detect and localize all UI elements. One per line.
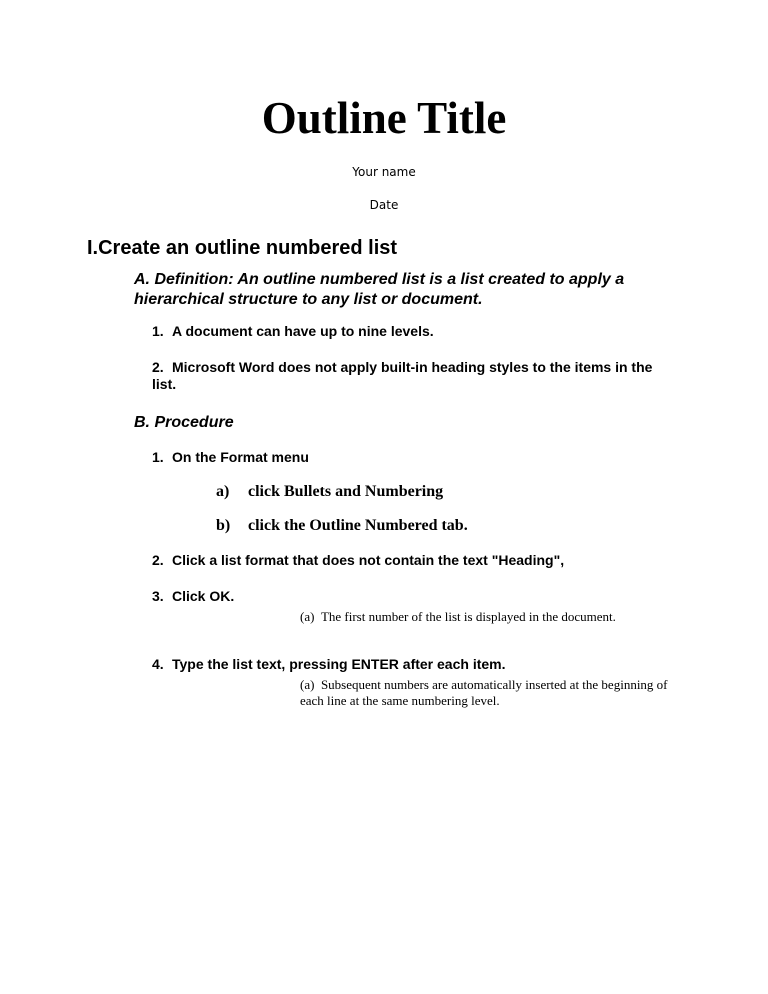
- item-text: Type the list text, pressing ENTER after each item.: [172, 656, 506, 672]
- list-item: [152, 588, 672, 605]
- note-item: [300, 677, 670, 709]
- item-number: a): [216, 483, 230, 500]
- item-text: click the Outline Numbered tab.: [248, 517, 468, 534]
- item-text: click Bullets and Numbering: [248, 483, 444, 500]
- item-number: 3.: [152, 588, 164, 604]
- note-text: Subsequent numbers are automatically inserted at the beginning of each line at the same numbering level.: [300, 677, 668, 708]
- list-item: [152, 656, 692, 673]
- note-text: The first number of the list is displayed in the document.: [320, 609, 616, 624]
- item-text: Click OK.: [172, 588, 235, 604]
- list-item: [152, 552, 692, 569]
- item-text: Click a list format that does not contain the text "Heading",: [172, 552, 565, 568]
- item-text: On the Format menu: [172, 449, 309, 465]
- note-item: [300, 609, 630, 625]
- item-number: 1.: [152, 323, 164, 339]
- list-item: [152, 323, 672, 340]
- author-name: Your name: [352, 165, 416, 179]
- item-text: Microsoft Word does not apply built-in heading styles to the items in the list.: [152, 359, 653, 392]
- item-text: A document can have up to nine levels.: [172, 323, 434, 339]
- list-item: [152, 449, 672, 466]
- subsection-heading-definition: A. Definition: An outline numbered list is a list created to apply a hierarchical structure to any list or document.: [134, 271, 625, 308]
- item-number: b): [216, 517, 231, 534]
- note-number: (a): [300, 609, 315, 624]
- list-item: [152, 359, 677, 393]
- sub-list-item: [216, 482, 443, 502]
- section-heading: I.Create an outline numbered list: [87, 237, 398, 259]
- document-title: Outline Title: [261, 93, 507, 143]
- item-number: 4.: [152, 656, 164, 672]
- sub-list-item: [216, 516, 468, 536]
- subsection-heading-procedure: B. Procedure: [134, 414, 234, 431]
- item-number: 2.: [152, 552, 164, 568]
- item-number: 2.: [152, 359, 164, 375]
- document-date: Date: [369, 198, 399, 212]
- note-number: (a): [300, 677, 315, 692]
- item-number: 1.: [152, 449, 164, 465]
